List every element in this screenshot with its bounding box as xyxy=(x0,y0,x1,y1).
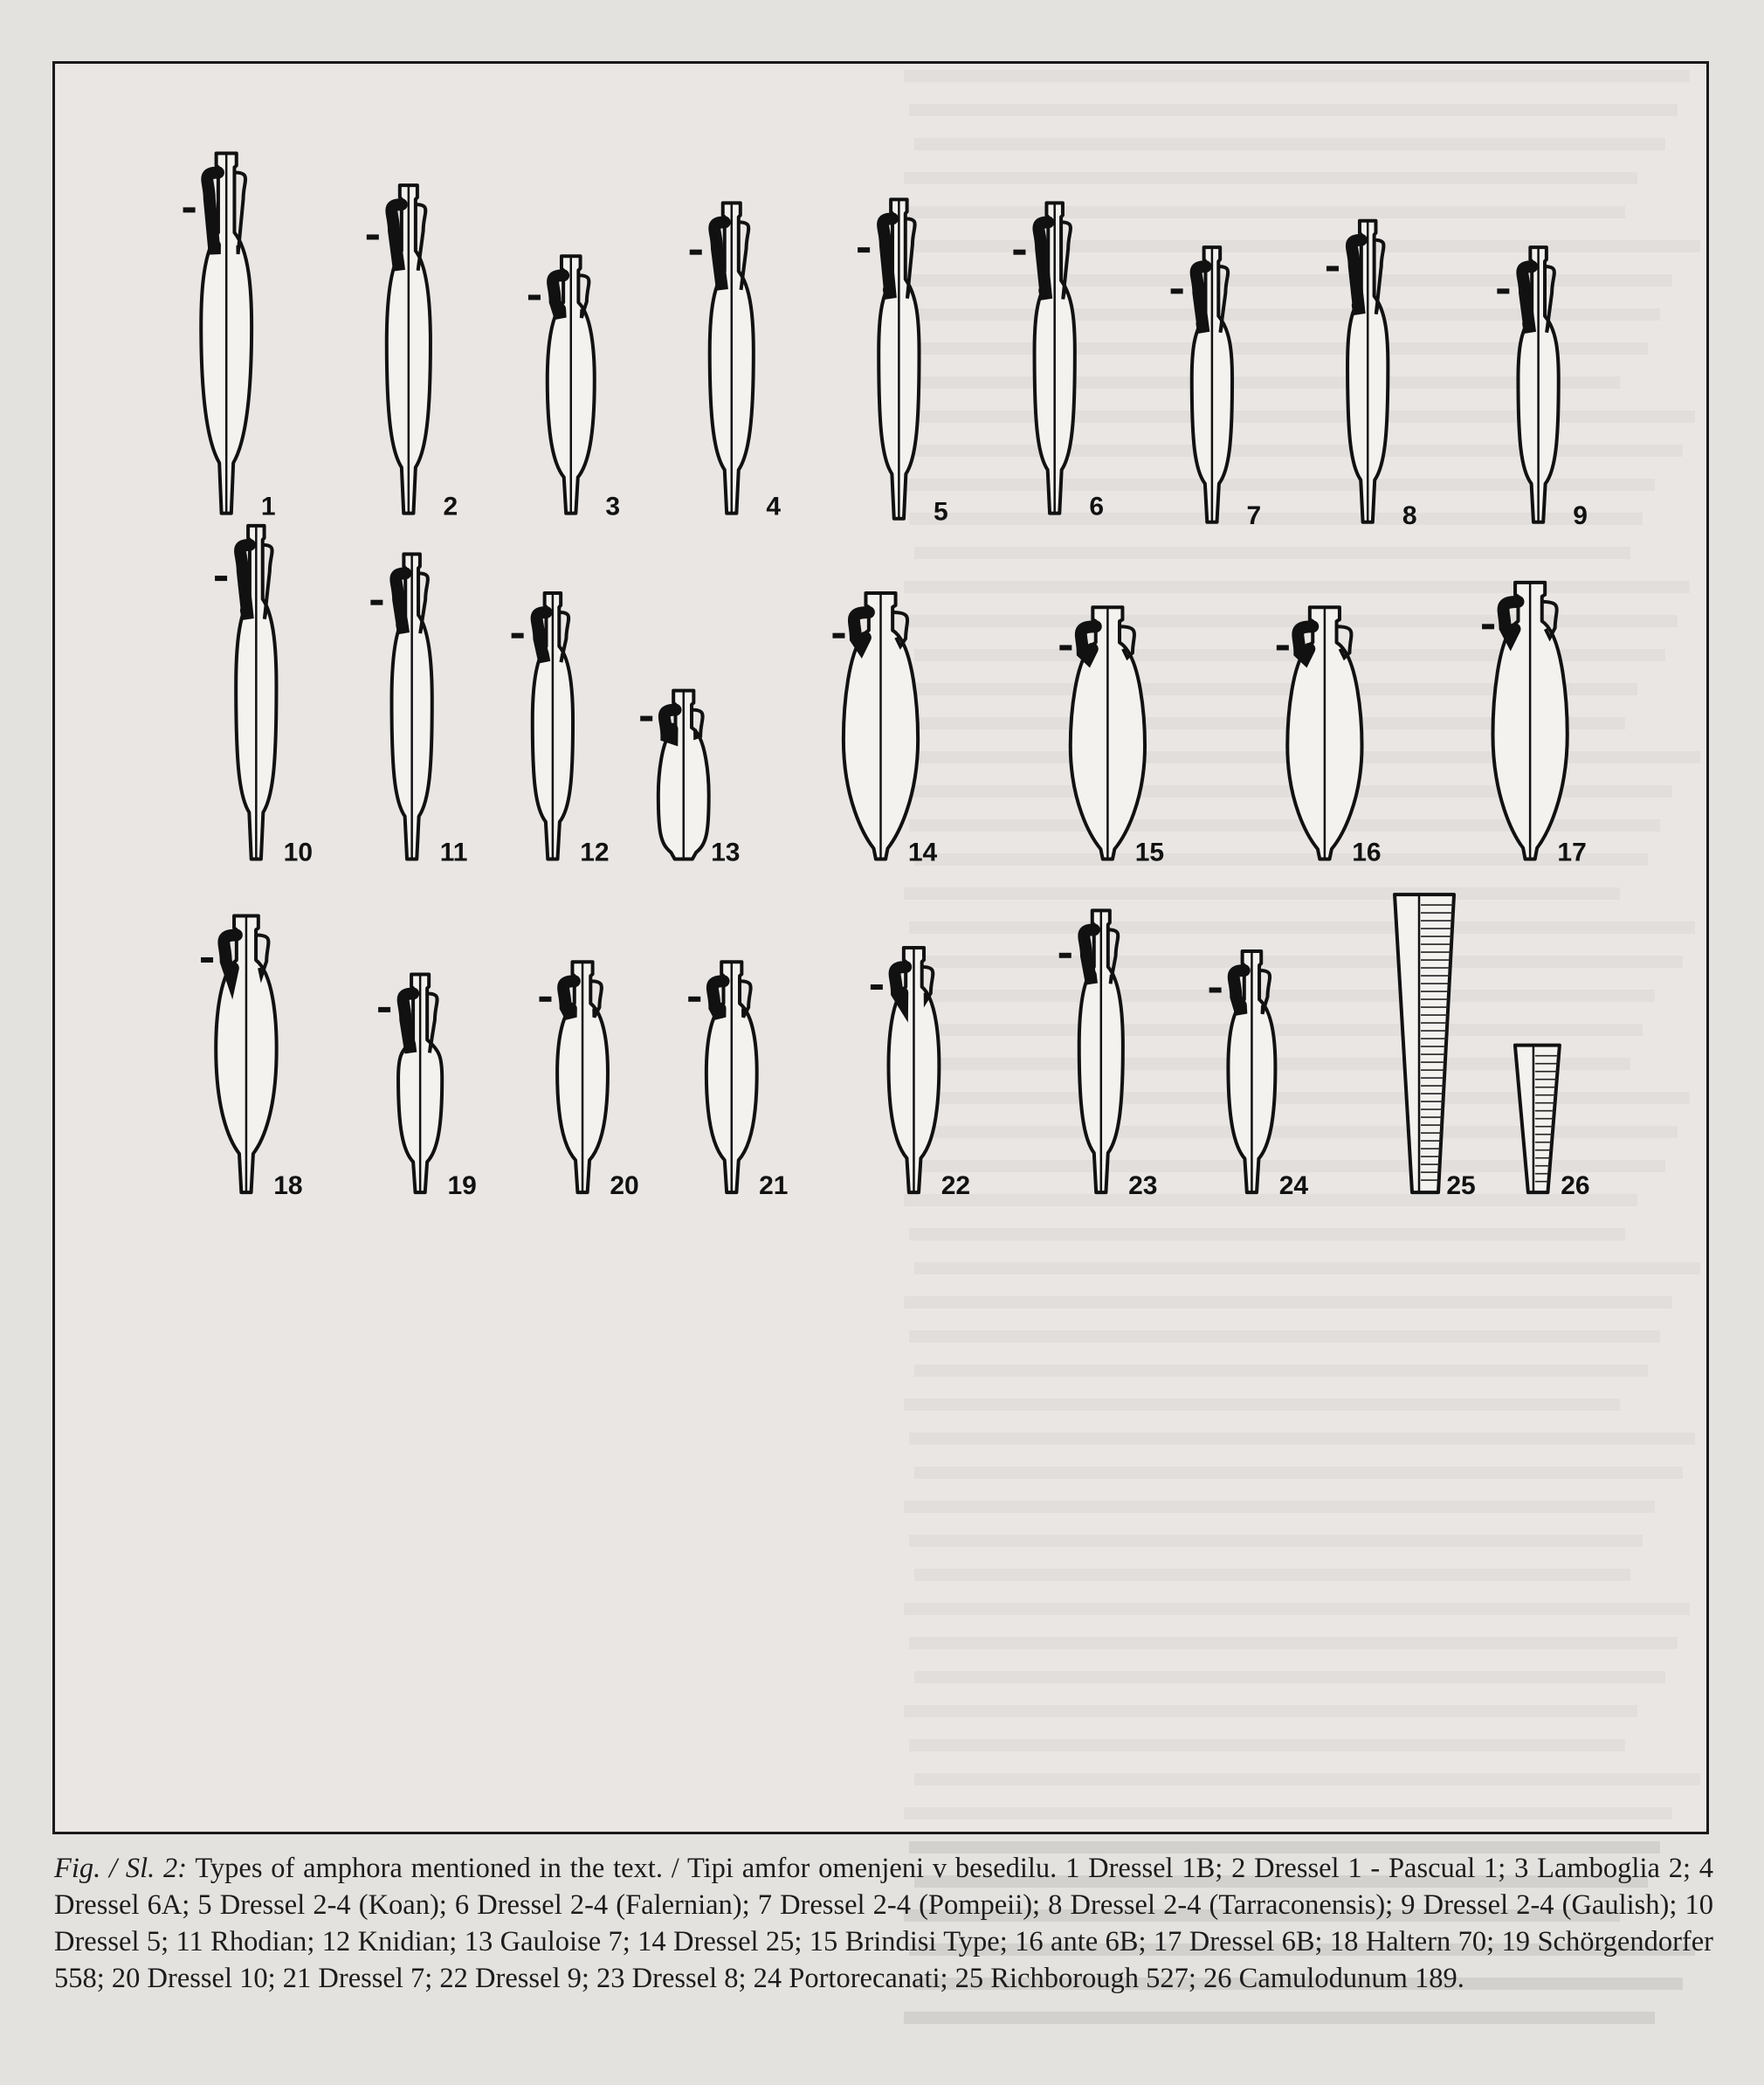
amphora-6-number: 6 xyxy=(1089,492,1105,521)
amphora-23 xyxy=(1059,910,1158,1200)
amphora-3 xyxy=(528,256,620,521)
amphora-7 xyxy=(1171,247,1262,530)
amphora-18-number: 18 xyxy=(273,1171,303,1201)
amphora-8 xyxy=(1326,221,1417,530)
amphora-2 xyxy=(367,185,458,521)
amphora-11-number: 11 xyxy=(439,838,468,867)
amphora-21-number: 21 xyxy=(759,1171,789,1201)
amphora-4-number: 4 xyxy=(766,492,782,521)
amphora-19-number: 19 xyxy=(447,1171,477,1201)
amphora-17 xyxy=(1482,583,1587,867)
amphora-20 xyxy=(539,962,638,1200)
amphora-23-number: 23 xyxy=(1128,1171,1158,1201)
amphora-7-number: 7 xyxy=(1246,501,1262,530)
amphora-21 xyxy=(688,962,788,1200)
amphora-9 xyxy=(1497,247,1588,530)
amphora-8-number: 8 xyxy=(1402,501,1417,530)
amphora-13-number: 13 xyxy=(711,838,741,867)
amphora-14 xyxy=(832,593,937,867)
amphora-12 xyxy=(512,593,610,867)
amphora-16-number: 16 xyxy=(1352,838,1382,867)
amphora-25-number: 25 xyxy=(1446,1171,1476,1201)
figure-caption xyxy=(54,1850,1713,1997)
amphora-2-number: 2 xyxy=(443,492,458,521)
amphora-13 xyxy=(640,691,740,867)
amphora-26-number: 26 xyxy=(1561,1171,1590,1201)
amphora-15 xyxy=(1059,607,1164,866)
amphora-22 xyxy=(871,948,970,1200)
amphora-4 xyxy=(690,203,782,521)
amphora-6 xyxy=(1013,203,1104,521)
amphora-11 xyxy=(370,554,467,866)
amphora-9-number: 9 xyxy=(1573,501,1588,530)
caption-text: Types of amphora mentioned in the text. / Tipi amfor omenjeni v besedilu. 1 Dressel 1B; 2 Dressel 1 - Pascual 1; 3 Lamboglia 2; 4 Dressel 6A; 5 Dressel 2-4 (Koan); 6 Dressel 2-4 (Falernian); 7 Dressel 2-4 (Pompeii); 8 Dressel 2-4 (Tarraconensis); 9 Dressel 2-4 (Gaulish); 10 Dressel 5; 11 Rhodian; 12 Knidian; 13 Gauloise 7; 14 Dressel 25; 15 Brindisi Type; 16 ante 6B; 17 Dressel 6B; 18 Haltern 70; 19 Schörgendorfer 558; 20 Dressel 10; 21 Dressel 7; 22 Dressel 9; 23 Dressel 8; 24 Portorecanati; 25 Richborough 527; 26 Camulodunum 189. xyxy=(54,1853,1714,1994)
amphora-10 xyxy=(215,526,313,867)
amphora-18 xyxy=(201,915,303,1200)
amphora-12-number: 12 xyxy=(580,838,610,867)
amphora-3-number: 3 xyxy=(605,492,621,521)
amphora-5-number: 5 xyxy=(934,497,948,527)
amphora-15-number: 15 xyxy=(1134,838,1165,867)
amphora-19 xyxy=(378,974,477,1200)
amphora-22-number: 22 xyxy=(941,1171,971,1201)
amphora-5 xyxy=(858,199,948,526)
amphora-16 xyxy=(1277,607,1382,866)
amphora-24-number: 24 xyxy=(1278,1171,1309,1201)
amphora-25-body xyxy=(1395,894,1454,1192)
caption-prefix: Fig. / Sl. 2: xyxy=(54,1853,188,1884)
amphora-1 xyxy=(183,154,276,521)
amphora-10-number: 10 xyxy=(283,838,314,867)
amphora-figure xyxy=(52,61,1709,1834)
amphora-14-number: 14 xyxy=(907,838,938,867)
amphora-1-number: 1 xyxy=(260,492,276,521)
amphora-26 xyxy=(1515,1046,1590,1200)
amphora-24 xyxy=(1209,951,1309,1200)
amphora-25 xyxy=(1395,894,1476,1200)
amphora-20-number: 20 xyxy=(610,1171,639,1201)
amphora-17-number: 17 xyxy=(1557,838,1587,867)
